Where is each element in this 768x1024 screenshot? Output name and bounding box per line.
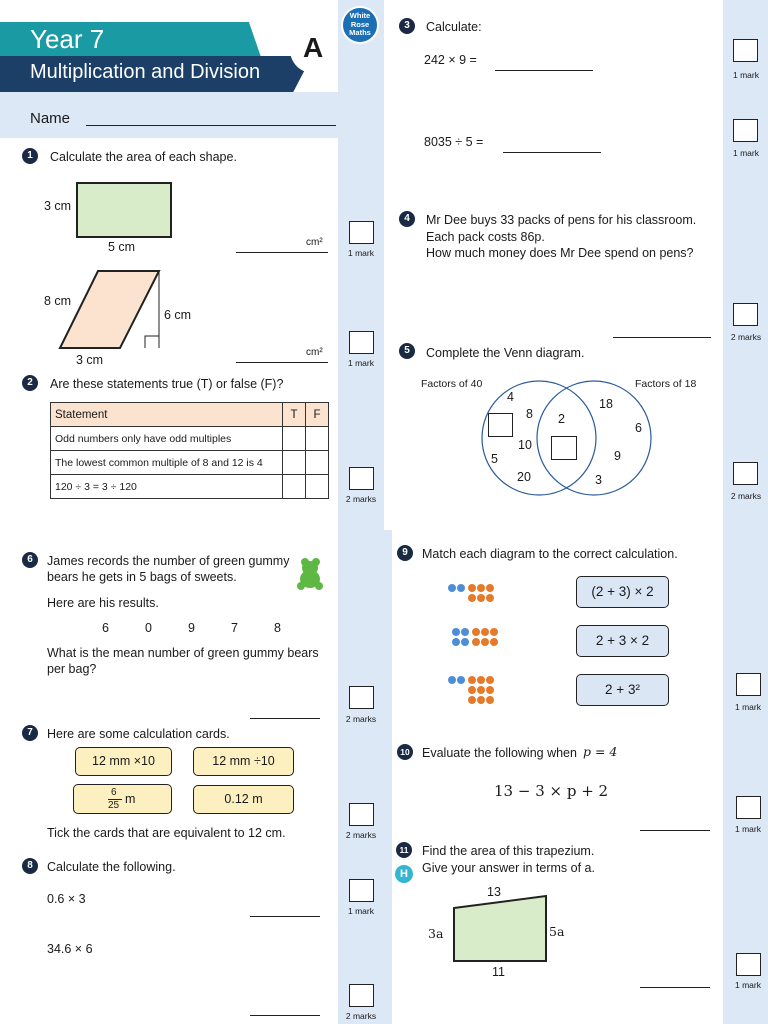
q4-line-3: How much money does Mr Dee spend on pens? bbox=[426, 246, 694, 260]
logo-word-3: Maths bbox=[349, 28, 371, 37]
q3-calc-a: 242 × 9 = bbox=[424, 53, 477, 67]
q11-mark-box[interactable] bbox=[736, 953, 761, 976]
q2-cell-t-3[interactable] bbox=[283, 475, 306, 499]
q2-header-t: T bbox=[283, 403, 306, 427]
venn-right-label: Factors of 18 bbox=[635, 378, 697, 390]
q8-mark-box-b[interactable] bbox=[349, 984, 374, 1007]
q7-prompt: Here are some calculation cards. bbox=[47, 727, 230, 741]
q5-prompt: Complete the Venn diagram. bbox=[426, 346, 585, 360]
version-letter: A bbox=[303, 32, 324, 63]
q7-card-2[interactable]: 12 mm ÷10 bbox=[193, 747, 294, 776]
q3-number: 3 bbox=[399, 18, 415, 34]
venn-num-4: 4 bbox=[507, 390, 514, 404]
q2-table bbox=[50, 402, 329, 499]
q9-dot-diagram-3 bbox=[448, 674, 508, 708]
q11-right: 5a bbox=[549, 924, 565, 939]
q7-card-3[interactable] bbox=[73, 784, 172, 814]
q1-answer-line-a[interactable] bbox=[236, 252, 328, 253]
q6-question-1: What is the mean number of green gummy bears bbox=[47, 646, 319, 660]
q5-mark-box[interactable] bbox=[733, 462, 758, 485]
q3-calc-b: 8035 ÷ 5 = bbox=[424, 135, 484, 149]
venn-num-20: 20 bbox=[517, 470, 531, 484]
q2-header-f: F bbox=[306, 403, 329, 427]
q10-expression: 13 − 3 × p + 2 bbox=[494, 782, 609, 800]
q4-mark-label: 2 marks bbox=[730, 332, 762, 342]
q11-line-1: Find the area of this trapezium. bbox=[422, 844, 595, 858]
q2-number: 2 bbox=[22, 375, 38, 391]
name-field[interactable] bbox=[86, 125, 336, 126]
q11-left: 3a bbox=[428, 926, 444, 941]
middle-divider bbox=[384, 530, 392, 1024]
topic-title: Multiplication and Division bbox=[30, 61, 261, 83]
venn-blank-middle[interactable] bbox=[551, 436, 577, 460]
q9-mark-label: 1 mark bbox=[735, 702, 761, 712]
q11-higher-badge: H bbox=[395, 865, 413, 883]
q1-number: 1 bbox=[22, 148, 38, 164]
q3-mark-box-b[interactable] bbox=[733, 119, 758, 142]
q5-mark-label: 2 marks bbox=[730, 491, 762, 501]
venn-num-3: 3 bbox=[595, 473, 602, 487]
q1-prompt: Calculate the area of each shape. bbox=[50, 150, 237, 164]
q10-answer-line[interactable] bbox=[640, 830, 710, 831]
q3-mark-box-a[interactable] bbox=[733, 39, 758, 62]
top-right-band-top bbox=[384, 0, 390, 530]
q6-answer-line[interactable] bbox=[250, 718, 320, 719]
q3-answer-line-b[interactable] bbox=[503, 152, 601, 153]
q1-answer-line-b[interactable] bbox=[236, 362, 328, 363]
q4-answer-line[interactable] bbox=[613, 337, 711, 338]
q9-dot-diagram-1 bbox=[448, 582, 508, 606]
q2-cell-t-2[interactable] bbox=[283, 451, 306, 475]
q7-number: 7 bbox=[22, 725, 38, 741]
q11-top: 13 bbox=[487, 885, 501, 899]
white-rose-logo bbox=[341, 6, 379, 44]
venn-num-5: 5 bbox=[491, 452, 498, 466]
q9-mark-box[interactable] bbox=[736, 673, 761, 696]
q9-number: 9 bbox=[397, 545, 413, 561]
q1-mark-box-a[interactable] bbox=[349, 221, 374, 244]
venn-num-10: 10 bbox=[518, 438, 532, 452]
q8-mark-label-b: 2 marks bbox=[345, 1011, 377, 1021]
q5-number: 5 bbox=[399, 343, 415, 359]
q4-line-1: Mr Dee buys 33 packs of pens for his classroom. bbox=[426, 213, 697, 227]
q6-number: 6 bbox=[22, 552, 38, 568]
q8-prompt: Calculate the following. bbox=[47, 860, 176, 874]
left-margin-band bbox=[338, 0, 384, 1024]
venn-num-8: 8 bbox=[526, 407, 533, 421]
q4-line-2: Each pack costs 86p. bbox=[426, 230, 545, 244]
q3-mark-label-a: 1 mark bbox=[733, 70, 759, 80]
venn-blank-left[interactable] bbox=[488, 413, 513, 437]
q2-cell-f-3[interactable] bbox=[306, 475, 329, 499]
q7-frac-num: 6 bbox=[111, 787, 117, 798]
venn-num-18: 18 bbox=[599, 397, 613, 411]
q11-answer-line[interactable] bbox=[640, 987, 710, 988]
q1-unit-b: cm² bbox=[306, 347, 323, 358]
name-label: Name bbox=[30, 110, 71, 127]
q7-frac-unit: m bbox=[125, 792, 136, 806]
q8-number: 8 bbox=[22, 858, 38, 874]
q6-result-5: 8 bbox=[274, 621, 281, 635]
q2-cell-t-1[interactable] bbox=[283, 427, 306, 451]
q1-mark-box-b[interactable] bbox=[349, 331, 374, 354]
logo-word-2: Rose bbox=[350, 19, 370, 29]
q7-frac-den: 25 bbox=[108, 800, 120, 811]
q9-card-2[interactable]: 2 + 3 × 2 bbox=[576, 625, 669, 657]
logo-word-1: White bbox=[349, 11, 371, 20]
q10-mark-label: 1 mark bbox=[735, 824, 761, 834]
q3-mark-label-b: 1 mark bbox=[733, 148, 759, 158]
year-title: Year 7 bbox=[30, 24, 105, 54]
q6-result-3: 9 bbox=[188, 621, 195, 635]
q2-mark-box[interactable] bbox=[349, 467, 374, 490]
q3-prompt: Calculate: bbox=[426, 20, 482, 34]
venn-num-2: 2 bbox=[558, 412, 565, 426]
q6-result-2: 0 bbox=[145, 621, 152, 635]
q11-number: 11 bbox=[396, 842, 412, 858]
q10-number: 10 bbox=[397, 744, 413, 760]
q2-header-statement: Statement bbox=[51, 403, 283, 427]
q4-number: 4 bbox=[399, 211, 415, 227]
q11-line-2: Give your answer in terms of a. bbox=[422, 861, 595, 875]
q11-trapezium bbox=[452, 894, 548, 964]
q8-mark-label-a: 1 mark bbox=[348, 906, 374, 916]
q2-prompt: Are these statements true (T) or false (F)? bbox=[50, 377, 284, 391]
q8-calc-a: 0.6 × 3 bbox=[47, 892, 86, 906]
q7-mark-box[interactable] bbox=[349, 803, 374, 826]
q1-mark-label-b: 1 mark bbox=[348, 358, 374, 368]
q7-card-1[interactable]: 12 mm ×10 bbox=[75, 747, 172, 776]
q7-mark-label: 2 marks bbox=[345, 830, 377, 840]
q6-results-label: Here are his results. bbox=[47, 596, 159, 610]
q1-rect-height: 3 cm bbox=[44, 199, 72, 213]
q8-mark-box-a[interactable] bbox=[349, 879, 374, 902]
q1-rectangle bbox=[76, 182, 172, 238]
q9-prompt: Match each diagram to the correct calculation. bbox=[422, 547, 678, 561]
q1-mark-label-a: 1 mark bbox=[348, 248, 374, 258]
q1-para-side: 8 cm bbox=[44, 294, 72, 308]
venn-num-9: 9 bbox=[614, 449, 621, 463]
q11-mark-label: 1 mark bbox=[735, 980, 761, 990]
q11-bottom: 11 bbox=[492, 965, 505, 979]
q6-mark-label: 2 marks bbox=[345, 714, 377, 724]
q1-para-base: 3 cm bbox=[76, 353, 104, 367]
q7-instruction: Tick the cards that are equivalent to 12 cm. bbox=[47, 826, 286, 840]
q8-answer-line-a[interactable] bbox=[250, 916, 320, 917]
q6-mark-box[interactable] bbox=[349, 686, 374, 709]
venn-num-6: 6 bbox=[635, 421, 642, 435]
q2-row-3: 120 ÷ 3 = 3 ÷ 120 bbox=[51, 475, 283, 499]
q10-condition: p = 4 bbox=[583, 744, 618, 759]
q1-para-height: 6 cm bbox=[164, 308, 192, 322]
q7-card-4[interactable]: 0.12 m bbox=[193, 785, 294, 814]
q8-calc-b: 34.6 × 6 bbox=[47, 942, 93, 956]
q1-parallelogram bbox=[58, 268, 164, 352]
q9-dot-diagram-2 bbox=[452, 628, 512, 652]
q2-cell-f-1[interactable] bbox=[306, 427, 329, 451]
q1-rect-width: 5 cm bbox=[108, 240, 136, 254]
q2-row-2: The lowest common multiple of 8 and 12 is 4 bbox=[51, 451, 283, 475]
q10-prompt: Evaluate the following when bbox=[422, 746, 577, 760]
q9-card-1[interactable]: (2 + 3) × 2 bbox=[576, 576, 669, 608]
venn-left-label: Factors of 40 bbox=[421, 378, 483, 390]
q4-mark-box[interactable] bbox=[733, 303, 758, 326]
gummy-bear-icon bbox=[296, 556, 324, 590]
q2-cell-f-2[interactable] bbox=[306, 451, 329, 475]
q10-mark-box[interactable] bbox=[736, 796, 761, 819]
q6-question-2: per bag? bbox=[47, 662, 97, 676]
q2-row-1: Odd numbers only have odd multiples bbox=[51, 427, 283, 451]
q6-line-1: James records the number of green gummy bbox=[47, 554, 290, 568]
q8-answer-line-b[interactable] bbox=[250, 1015, 320, 1016]
q6-result-4: 7 bbox=[231, 621, 238, 635]
q1-unit-a: cm² bbox=[306, 237, 323, 248]
q3-answer-line-a[interactable] bbox=[495, 70, 593, 71]
q6-result-1: 6 bbox=[102, 621, 109, 635]
q2-mark-label: 2 marks bbox=[345, 494, 377, 504]
q6-line-2: bears he gets in 5 bags of sweets. bbox=[47, 570, 237, 584]
q9-card-3[interactable]: 2 + 3² bbox=[576, 674, 669, 706]
